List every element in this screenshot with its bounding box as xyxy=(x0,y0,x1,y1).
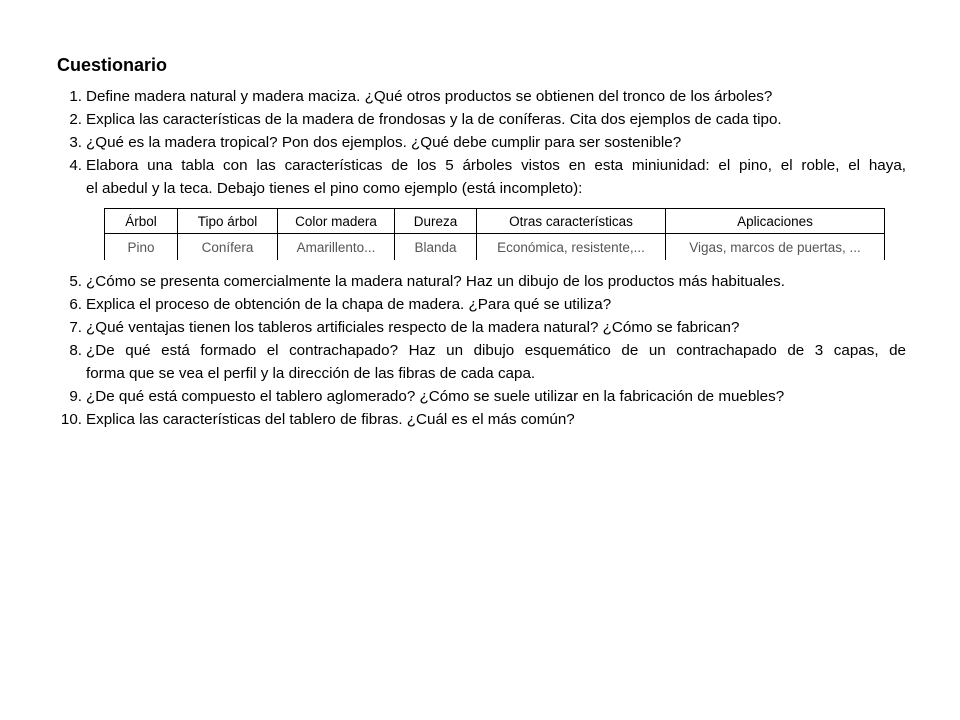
question-text: ¿Qué ventajas tienen los tableros artificiales respecto de la madera natural? ¿Cómo se fabrican? xyxy=(86,319,740,336)
question-number: 10. xyxy=(60,411,82,428)
tree-characteristics-table xyxy=(104,208,885,260)
table-header-row xyxy=(105,209,885,234)
question-text-continuation: el abedul y la teca. Debajo tienes el pino como ejemplo (está incompleto): xyxy=(86,180,583,197)
table-cell: Vigas, marcos de puertas, ... xyxy=(666,234,885,261)
table-cell: Económica, resistente,... xyxy=(477,234,666,261)
question-text: Explica el proceso de obtención de la chapa de madera. ¿Para qué se utiliza? xyxy=(86,296,612,313)
question-number: 6. xyxy=(69,296,82,313)
column-header-aplicaciones: Aplicaciones xyxy=(666,209,885,234)
question-number: 9. xyxy=(69,388,82,405)
question-number: 2. xyxy=(69,111,82,128)
question-text-continuation: forma que se vea el perfil y la dirección de las fibras de cada capa. xyxy=(86,365,536,382)
question-text: Define madera natural y madera maciza. ¿Qué otros productos se obtienen del tronco de los árboles? xyxy=(86,88,773,105)
table-cell: Blanda xyxy=(395,234,477,261)
column-header-tipo-arbol: Tipo árbol xyxy=(178,209,278,234)
table-cell: Conífera xyxy=(178,234,278,261)
question-text: Explica las características de la madera de frondosas y la de coníferas. Cita dos ejemplos de cada tipo. xyxy=(86,111,782,128)
table-row xyxy=(105,234,885,261)
column-header-dureza: Dureza xyxy=(395,209,477,234)
table-cell: Amarillento... xyxy=(278,234,395,261)
question-text: Elabora una tabla con las características de los 5 árboles vistos en esta miniunidad: el pino, el roble, el haya, xyxy=(86,157,906,174)
question-number: 5. xyxy=(69,273,82,290)
page-title: Cuestionario xyxy=(57,55,168,75)
question-number: 1. xyxy=(69,88,82,105)
question-number: 4. xyxy=(69,157,82,174)
table-cell: Pino xyxy=(105,234,178,261)
question-number: 8. xyxy=(69,342,82,359)
column-header-color-madera: Color madera xyxy=(278,209,395,234)
question-text: ¿Qué es la madera tropical? Pon dos ejemplos. ¿Qué debe cumplir para ser sostenible? xyxy=(86,134,682,151)
question-text: ¿De qué está compuesto el tablero aglomerado? ¿Cómo se suele utilizar en la fabricación de muebles? xyxy=(86,388,785,405)
question-number: 7. xyxy=(69,319,82,336)
question-number: 3. xyxy=(69,134,82,151)
column-header-otras-caracteristicas: Otras características xyxy=(477,209,666,234)
question-text: ¿Cómo se presenta comercialmente la madera natural? Haz un dibujo de los productos más habituales. xyxy=(86,273,785,290)
question-text: ¿De qué está formado el contrachapado? Haz un dibujo esquemático de un contrachapado de 3 capas, de xyxy=(86,342,906,359)
column-header-arbol: Árbol xyxy=(105,209,178,234)
question-text: Explica las características del tablero de fibras. ¿Cuál es el más común? xyxy=(86,411,575,428)
